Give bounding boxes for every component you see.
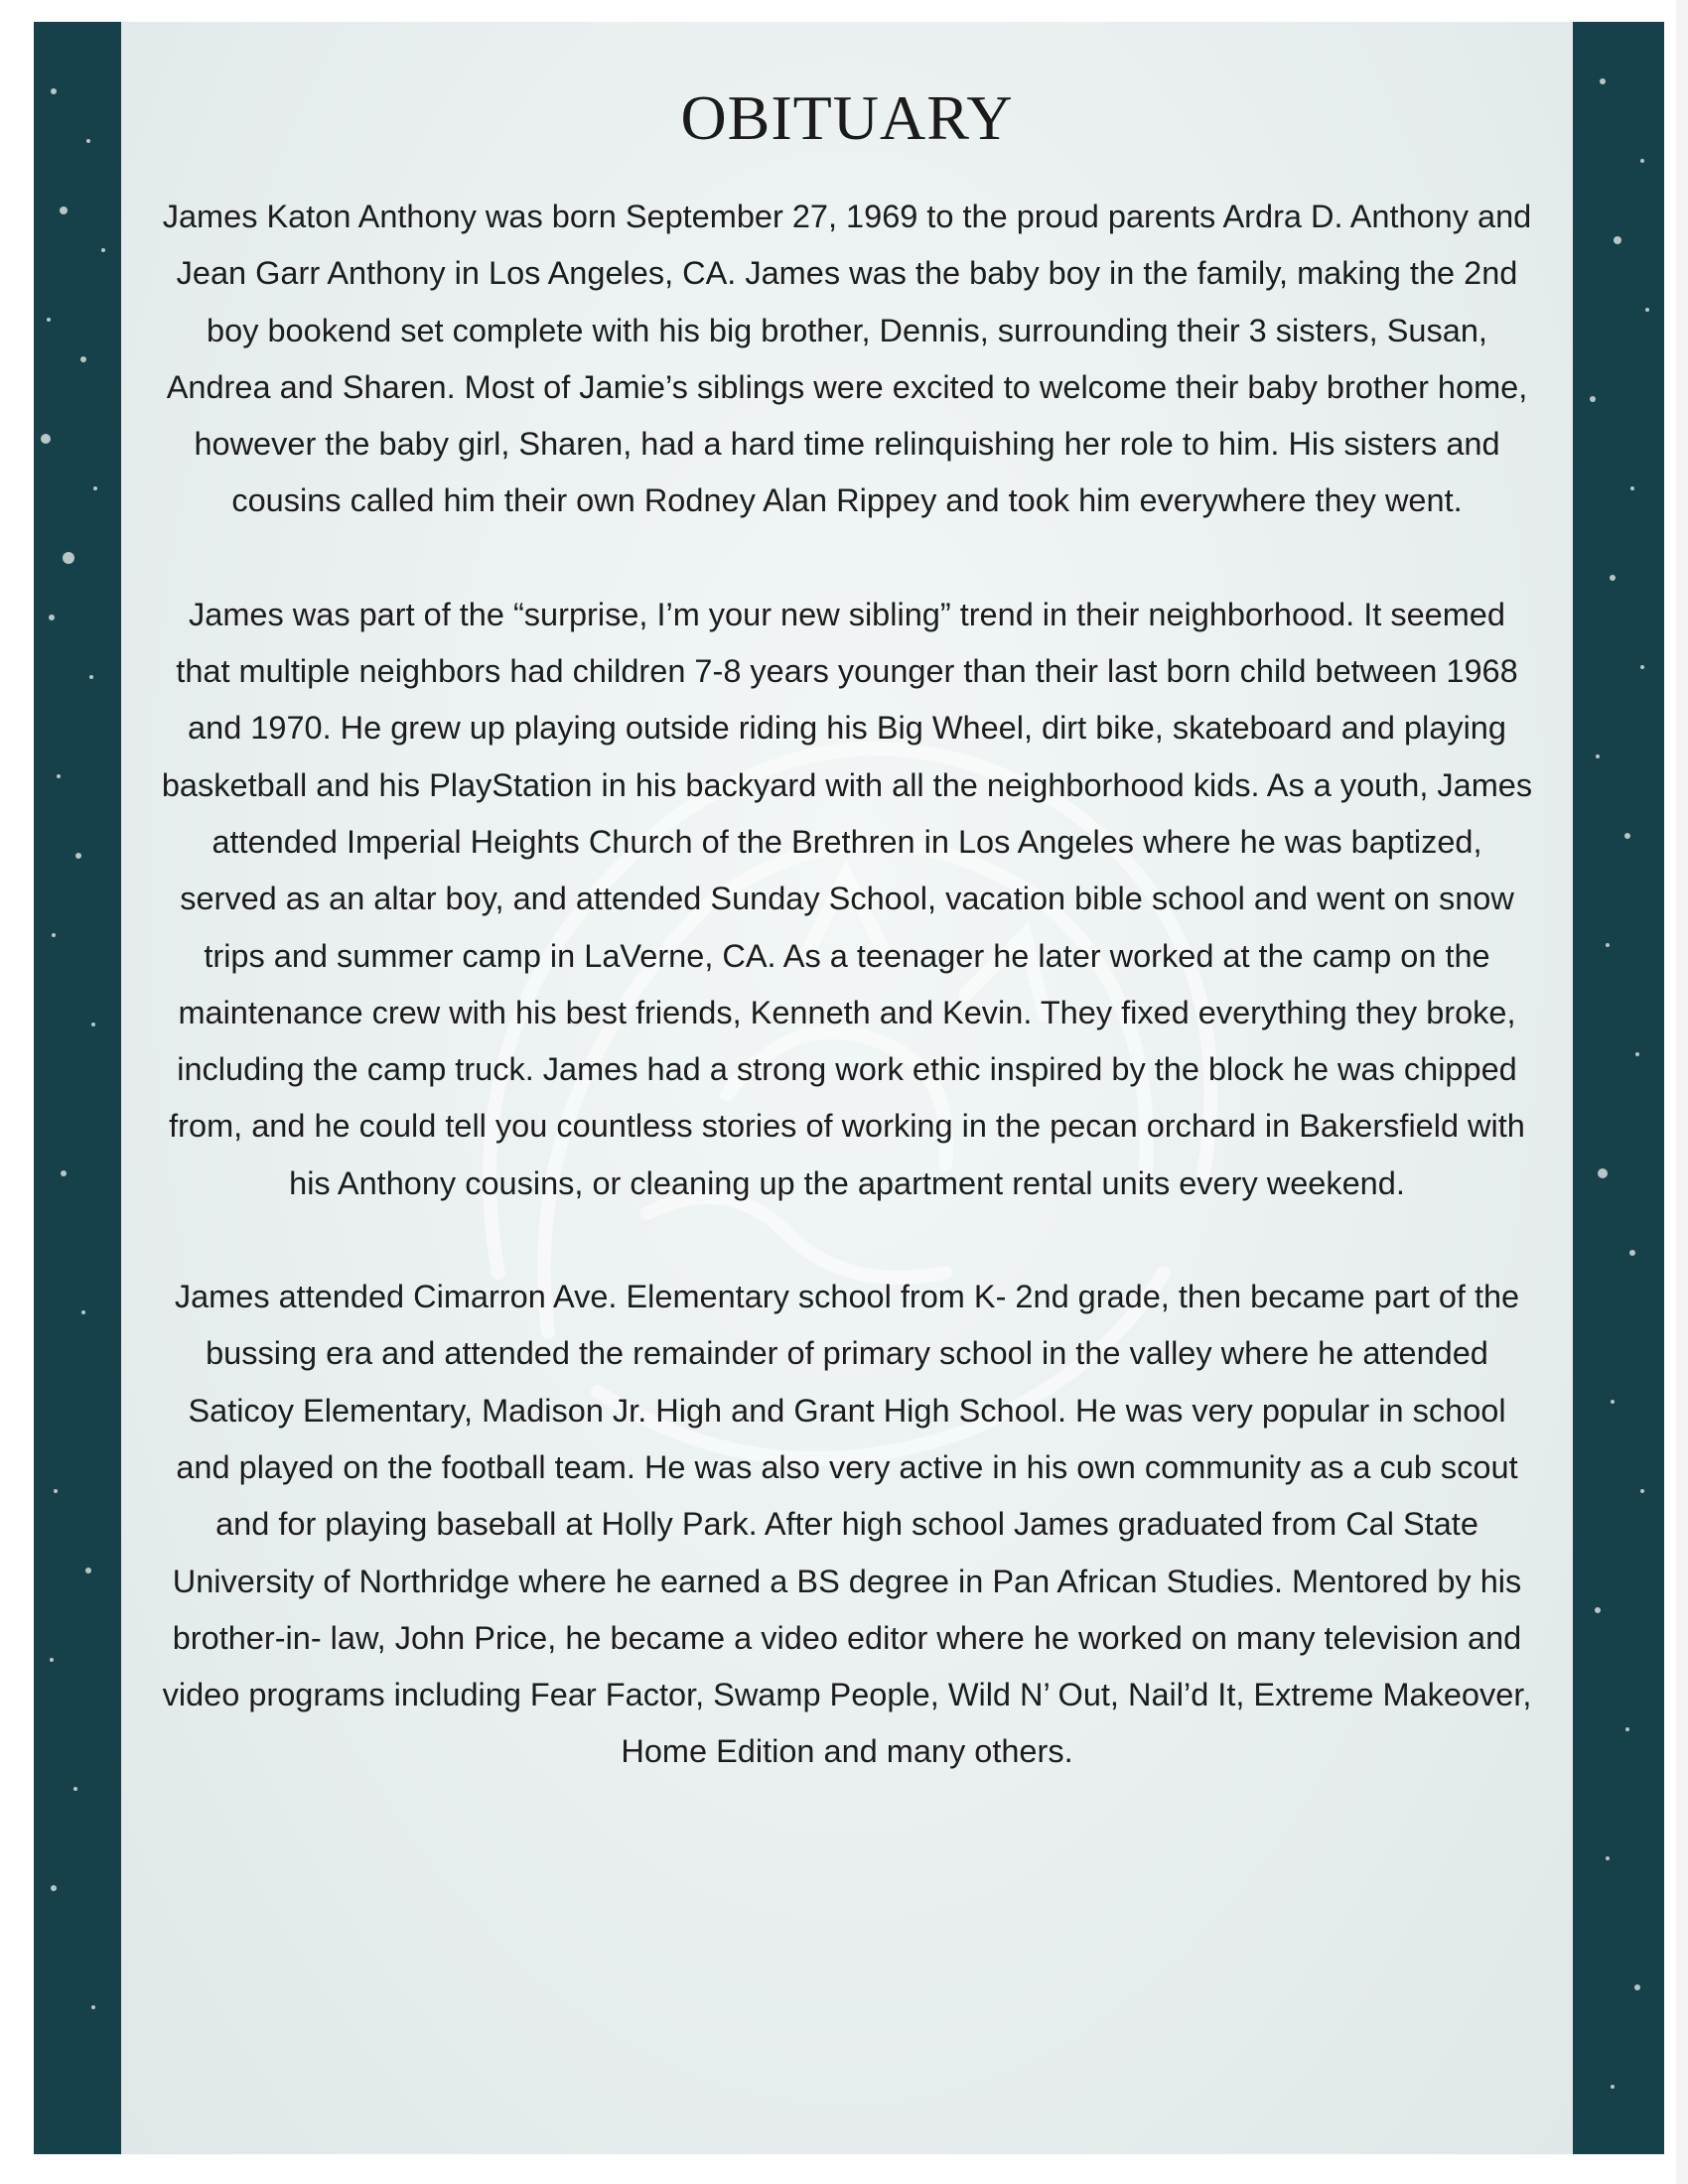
obituary-body [161, 189, 1533, 1838]
page-edge [1676, 0, 1688, 2184]
page-title: OBITUARY [680, 82, 1014, 153]
content-panel [121, 22, 1573, 2154]
paragraph-early-life: James Katon Anthony was born September 27, 1969 to the proud parents Ardra D. Anthony and Jean Garr Anthony in Los Angeles, CA. James was the baby boy in the family, making the 2nd boy bookend set complete with his big brother, Dennis, surrounding their 3 sisters, Susan, Andrea and Sharen. Most of Jamie’s siblings were excited to welcome their baby brother home, however the baby girl, Sharen, had a hard time relinquishing her role to him. His sisters and cousins called him their own Rodney Alan Rippey and took him everywhere they went. [162, 199, 1532, 519]
paragraph-education-career: James attended Cimarron Ave. Elementary school from K- 2nd grade, then became part of the bussing era and attended the remainder of primary school in the valley where he attended Saticoy Elementary, Madison Jr. High and Grant High School. He was very popular in school and played on the football team. He was also very active in his own community as a cub scout and for playing baseball at Holly Park. After high school James graduated from Cal State University of Northridge where he earned a BS degree in Pan African Studies. Mentored by his brother-in- law, John Price, he became a video editor where he worked on many television and video programs including Fear Factor, Swamp People, Wild N’ Out, Nail’d It, Extreme Makeover, Home Edition and many others. [162, 1279, 1532, 1770]
paragraph-youth: James was part of the “surprise, I’m your new sibling” trend in their neighborhood. It seemed that multiple neighbors had children 7-8 years younger than their last born child between 1968 and 1970. He grew up playing outside riding his Big Wheel, dirt bike, skateboard and playing basketball and his PlayStation in his backyard with all the neighborhood kids. As a youth, James attended Imperial Heights Church of the Brethren in Los Angeles where he was baptized, served as an altar boy, and attended Sunday School, vacation bible school and went on snow trips and summer camp in LaVerne, CA. As a teenager he later worked at the camp on the maintenance crew with his best friends, Kenneth and Kevin. They fixed everything they broke, including the camp truck. James had a strong work ethic inspired by the block he was chipped from, and he could tell you countless stories of working in the pecan orchard in Bakersfield with his Anthony cousins, or cleaning up the apartment rental units every weekend. [161, 596, 1533, 1201]
obituary-page [34, 22, 1664, 2154]
